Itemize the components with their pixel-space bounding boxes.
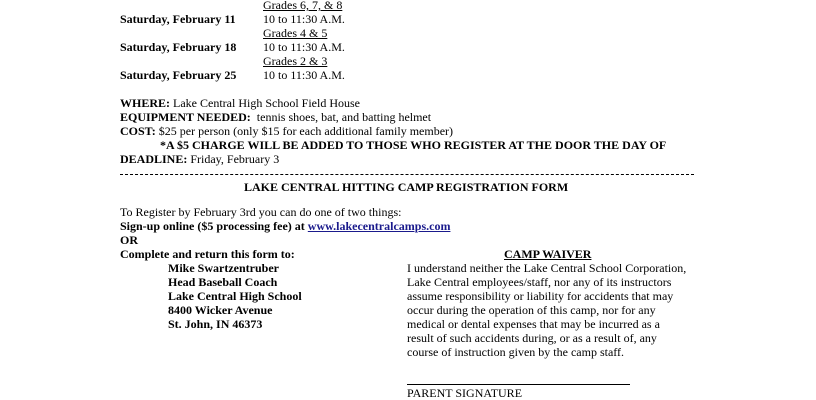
deadline-line [120, 152, 279, 166]
signature-label: PARENT SIGNATURE [407, 386, 523, 400]
waiver-line-2: Lake Central employees/staff, nor any of its instructors [407, 275, 672, 289]
address-line-3: Lake Central High School [168, 289, 302, 303]
waiver-line-3: assume responsibility or liability for accidents that may [407, 289, 674, 303]
waiver-line-4: occur during the operation of this camp, nor for any [407, 303, 656, 317]
signature-line[interactable] [407, 384, 630, 385]
where-line [120, 96, 360, 110]
address-line-2: Head Baseball Coach [168, 275, 278, 289]
waiver-line-7: course of instruction given by the camp staff. [407, 345, 625, 359]
cost-line [120, 124, 453, 138]
mail-instructions: Complete and return this form to: [120, 247, 295, 261]
deadline-value: Friday, February 3 [190, 152, 280, 166]
address-line-1: Mike Swartzentruber [168, 261, 279, 275]
equipment-value: tennis shoes, bat, and batting helmet [256, 110, 432, 124]
schedule-date-1: Saturday, February 11 [120, 12, 236, 26]
door-charge-notice: *A $5 CHARGE WILL BE ADDED TO THOSE WHO REGISTER AT THE DOOR THE DAY OF [160, 138, 667, 152]
schedule-date-3: Saturday, February 25 [120, 68, 237, 82]
online-signup-link[interactable]: www.lakecentralcamps.com [307, 219, 451, 233]
schedule-grades-1: Grades 6, 7, & 8 [263, 0, 343, 12]
cost-value: $25 per person (only $15 for each additional family member) [158, 124, 454, 138]
schedule-time-2: 10 to 11:30 A.M. [263, 40, 345, 54]
schedule-grades-3: Grades 2 & 3 [263, 54, 328, 68]
online-signup-line [120, 219, 450, 233]
equipment-label: EQUIPMENT NEEDED: [120, 110, 251, 124]
where-value: Lake Central High School Field House [173, 96, 360, 110]
online-signup-text: Sign-up online ($5 processing fee) at [120, 219, 305, 233]
where-label: WHERE: [120, 96, 171, 110]
deadline-label: DEADLINE: [120, 152, 188, 166]
schedule-grades-2: Grades 4 & 5 [263, 26, 328, 40]
form-title: LAKE CENTRAL HITTING CAMP REGISTRATION FORM [244, 180, 569, 194]
schedule-date-2: Saturday, February 18 [120, 40, 237, 54]
schedule-time-1: 10 to 11:30 A.M. [263, 12, 345, 26]
equipment-line [120, 110, 431, 124]
waiver-title: CAMP WAIVER [504, 247, 592, 261]
schedule-time-3: 10 to 11:30 A.M. [263, 68, 345, 82]
waiver-line-6: result of such accidents during, or as a result of, any [407, 331, 657, 345]
address-line-5: St. John, IN 46373 [168, 317, 263, 331]
cost-label: COST: [120, 124, 156, 138]
waiver-line-1: I understand neither the Lake Central School Corporation, [407, 261, 687, 275]
waiver-line-5: medical or dental expenses that may be incurred as a [407, 317, 660, 331]
dashed-divider [120, 174, 694, 175]
form-intro: To Register by February 3rd you can do one of two things: [120, 205, 402, 219]
address-line-4: 8400 Wicker Avenue [168, 303, 273, 317]
or-text: OR [120, 233, 138, 247]
